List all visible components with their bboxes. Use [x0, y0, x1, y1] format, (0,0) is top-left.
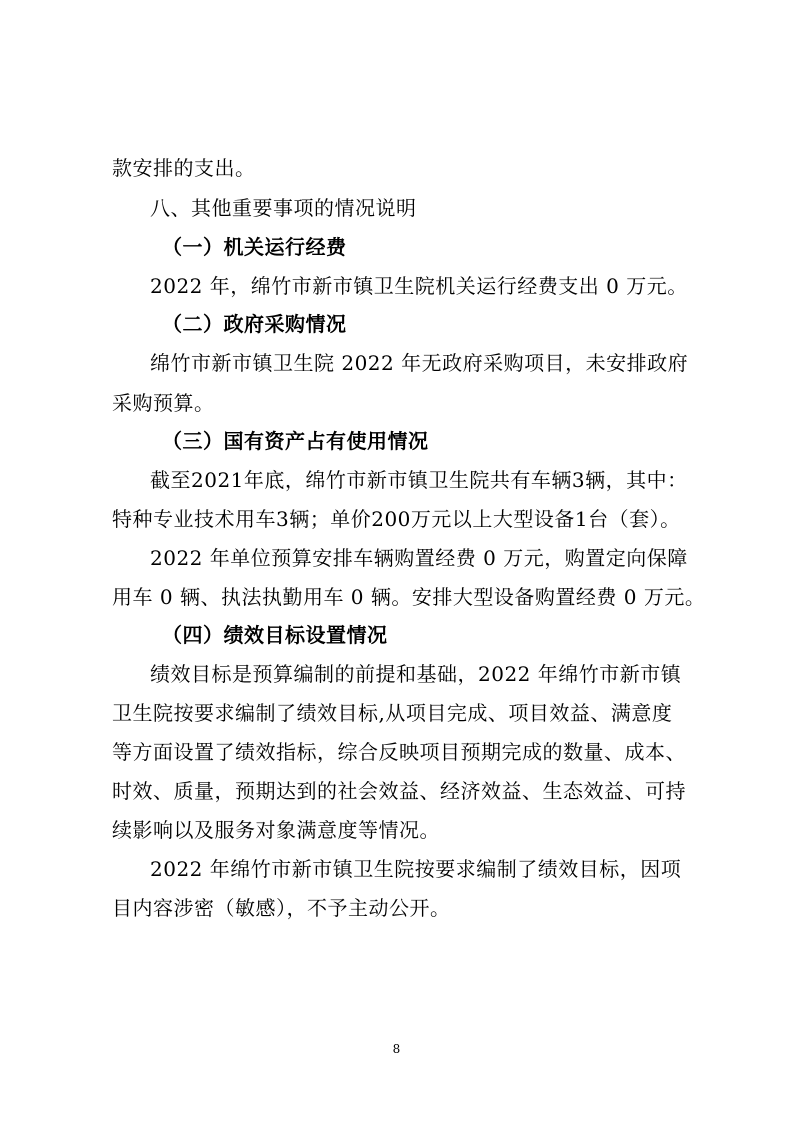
paragraph-line: 款安排的支出。	[112, 156, 256, 180]
paragraph-line: 等方面设置了绩效指标，综合反映项目预期完成的数量、成本、	[112, 740, 686, 764]
paragraph-line: 2022 年，绵竹市新市镇卫生院机关运行经费支出 0 万元。	[150, 274, 688, 298]
paragraph-line: 目内容涉密（敏感），不予主动公开。	[112, 896, 451, 920]
paragraph-line: 2022 年单位预算安排车辆购置经费 0 万元，购置定向保障	[150, 546, 688, 570]
subsection-heading: （二）政府采购情况	[162, 312, 347, 336]
paragraph-line: 卫生院按要求编制了绩效目标,从项目完成、项目效益、满意度	[112, 701, 673, 725]
paragraph-line: 截至2021年底，绵竹市新市镇卫生院共有车辆3辆，其中：	[150, 468, 688, 492]
subsection-heading: （一）机关运行经费	[162, 235, 347, 259]
subsection-heading: （四）绩效目标设置情况	[162, 623, 388, 647]
paragraph-line: 用车 0 辆、执法执勤用车 0 辆。安排大型设备购置经费 0 万元。	[112, 585, 706, 609]
subsection-heading: （三）国有资产占有使用情况	[162, 429, 429, 453]
paragraph-line: 2022 年绵竹市新市镇卫生院按要求编制了绩效目标，因项	[150, 857, 682, 881]
paragraph-line: 时效、质量，预期达到的社会效益、经济效益、生态效益、可持	[112, 779, 686, 803]
paragraph-line: 采购预算。	[112, 391, 215, 415]
paragraph-line: 绩效目标是预算编制的前提和基础，2022 年绵竹市新市镇	[150, 662, 682, 686]
paragraph-line: 特种专业技术用车3辆；单价200万元以上大型设备1台（套）。	[112, 507, 681, 531]
page-number: 8	[392, 1042, 401, 1056]
paragraph-line: 绵竹市新市镇卫生院 2022 年无政府采购项目，未安排政府	[150, 351, 689, 375]
section-heading: 八、其他重要事项的情况说明	[150, 196, 417, 220]
paragraph-line: 续影响以及服务对象满意度等情况。	[112, 818, 440, 842]
